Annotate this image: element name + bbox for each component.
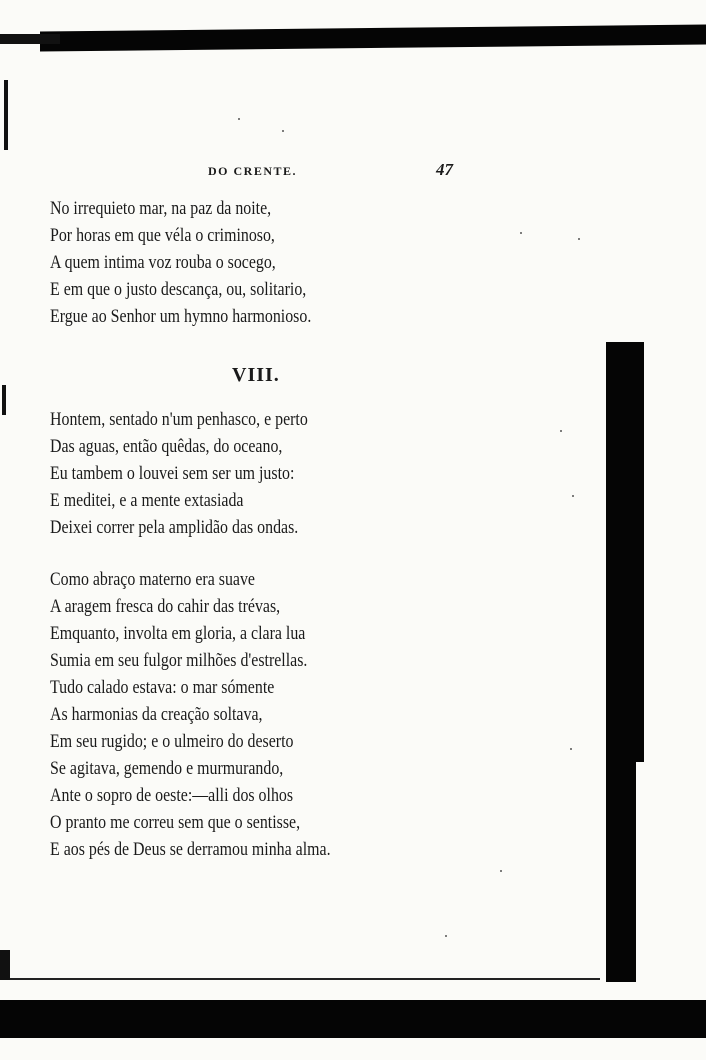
page-number: 47 — [436, 160, 453, 179]
verse-line: Eu tambem o louvei sem ser um justo: — [50, 464, 295, 484]
scan-border-top-left — [0, 34, 60, 44]
speck — [578, 238, 580, 240]
scan-mark-left-3 — [0, 950, 10, 980]
speck — [500, 870, 502, 872]
scan-border-bottom — [0, 1000, 706, 1038]
verse-line: Tudo calado estava: o mar sómente — [50, 678, 275, 698]
verse-line: Ante o sopro de oeste:—alli dos olhos — [50, 786, 294, 806]
verse-line: As harmonias da creação soltava, — [50, 705, 263, 725]
verse-line: Como abraço materno era suave — [50, 570, 255, 590]
verse-line: A aragem fresca do cahir das trévas, — [50, 597, 281, 617]
scan-rule-bottom — [0, 978, 600, 980]
scan-border-top — [40, 25, 706, 52]
speck — [282, 130, 284, 132]
verse-line: Sumia em seu fulgor milhões d'estrellas. — [50, 651, 308, 671]
verse-line: Hontem, sentado n'um penhasco, e perto — [50, 410, 308, 430]
speck — [570, 748, 572, 750]
verse-line: Emquanto, involta em gloria, a clara lua — [50, 624, 306, 644]
verse-line: O pranto me correu sem que o sentisse, — [50, 813, 301, 833]
verse-line: Por horas em que véla o criminoso, — [50, 226, 275, 246]
verse-line: Em seu rugido; e o ulmeiro do deserto — [50, 732, 294, 752]
speck — [445, 935, 447, 937]
verse-line: E meditei, e a mente extasiada — [50, 491, 244, 511]
stanza-3 — [50, 567, 376, 864]
speck — [560, 430, 562, 432]
running-title: DO CRENTE. — [208, 164, 298, 178]
verse-line: E aos pés de Deus se derramou minha alma. — [50, 840, 331, 860]
verse-line: Das aguas, então quêdas, do oceano, — [50, 437, 283, 457]
verse-line: Se agitava, gemendo e murmurando, — [50, 759, 284, 779]
speck — [572, 495, 574, 497]
speck — [238, 118, 240, 120]
scan-mark-left-2 — [2, 385, 6, 415]
verse-line: No irrequieto mar, na paz da noite, — [50, 199, 272, 219]
verse-line: E em que o justo descança, ou, solitario, — [50, 280, 307, 300]
verse-line: Deixei correr pela amplidão das ondas. — [50, 518, 299, 538]
scan-border-right — [606, 342, 644, 982]
scan-mark-left — [4, 80, 8, 150]
stanza-2 — [50, 407, 350, 542]
verse-line: Ergue ao Senhor um hymno harmonioso. — [50, 307, 312, 327]
verse-line: A quem intima voz rouba o socego, — [50, 253, 276, 273]
stanza-1 — [50, 196, 354, 331]
speck — [520, 232, 522, 234]
section-heading: VIII. — [232, 364, 280, 386]
